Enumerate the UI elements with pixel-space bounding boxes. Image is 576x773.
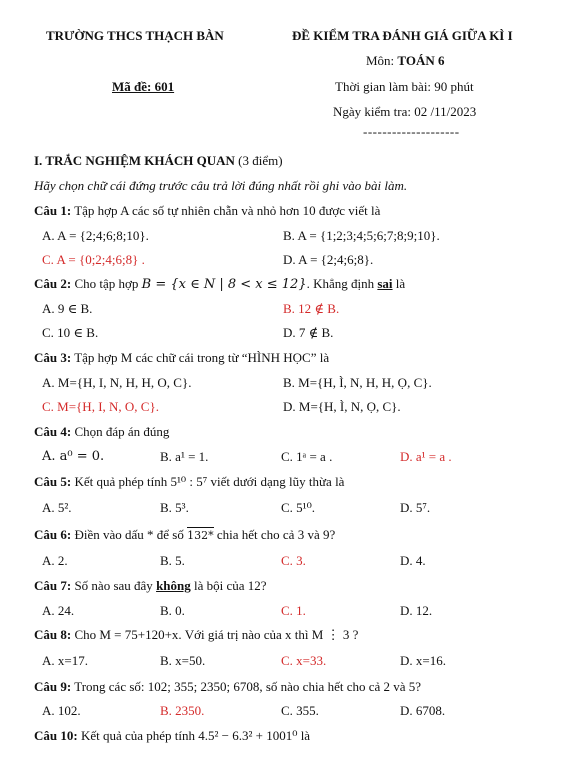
q6-option-c[interactable]: C. 3. (281, 553, 306, 568)
q6-option-b[interactable]: B. 5. (160, 553, 185, 568)
q7-option-a[interactable]: A. 24. (42, 603, 75, 618)
header-divider: -------------------- (363, 124, 460, 139)
question-text: là bội của 12? (190, 578, 267, 593)
question-text: Tập hợp M các chữ cái trong từ “HÌNH HỌC” là (71, 350, 330, 365)
q7-option-b[interactable]: B. 0. (160, 603, 185, 618)
question-label: Câu 1: (34, 203, 72, 218)
question-text: Cho tập hợp (71, 276, 142, 291)
section-title (34, 153, 283, 169)
q2-option-d[interactable]: D. 7 ∉ B. (283, 325, 334, 340)
question-3 (34, 350, 329, 366)
question-6 (34, 527, 335, 543)
subject-name: TOÁN 6 (397, 53, 445, 68)
question-7 (34, 578, 267, 594)
exam-code: Mã đề: 601 (112, 79, 175, 94)
q4-option-d[interactable]: D. a¹ = a . (400, 449, 452, 464)
question-4 (34, 424, 169, 440)
q7-option-d[interactable]: D. 12. (400, 603, 433, 618)
question-text: Chọn đáp án đúng (71, 424, 170, 439)
q2-option-a[interactable]: A. 9 ∈ B. (42, 301, 93, 316)
set-expression: B = {x ∈ N | 8 < x ≤ 12} (141, 277, 307, 292)
question-text: Kết quả phép tính 5¹⁰ : 5⁷ viết dưới dạng lũy thừa là (71, 474, 345, 489)
q7-option-c[interactable]: C. 1. (281, 603, 306, 618)
q4-option-a[interactable]: A. a⁰ = 0. (42, 449, 105, 464)
question-label: Câu 7: (34, 578, 72, 593)
question-text: Cho M = 75+120+x. Với giá trị nào của x thì M ⋮ 3 ? (71, 627, 359, 642)
q2-option-c[interactable]: C. 10 ∈ B. (42, 325, 99, 340)
emphasis-word: sai (377, 276, 393, 291)
question-label: Câu 5: (34, 474, 72, 489)
question-2 (34, 276, 405, 292)
q4-option-b[interactable]: B. a¹ = 1. (160, 449, 209, 464)
question-label: Câu 10: (34, 728, 78, 743)
q5-option-a[interactable]: A. 5². (42, 500, 72, 515)
q6-option-d[interactable]: D. 4. (400, 553, 426, 568)
question-5 (34, 474, 344, 490)
q9-option-b[interactable]: B. 2350. (160, 703, 205, 718)
q9-option-d[interactable]: D. 6708. (400, 703, 446, 718)
section-points: (3 điểm) (234, 153, 283, 168)
q2-option-b[interactable]: B. 12 ∉ B. (283, 301, 340, 316)
q3-option-c[interactable]: C. M={H, I, N, O, C}. (42, 399, 159, 414)
question-text: Số nào sau đây (71, 578, 157, 593)
duration: Thời gian làm bài: 90 phút (335, 79, 474, 94)
question-label: Câu 3: (34, 350, 72, 365)
question-text: Tập hợp A các số tự nhiên chẵn và nhỏ hơn 10 được viết là (71, 203, 381, 218)
question-label: Câu 2: (34, 276, 72, 291)
q6-option-a[interactable]: A. 2. (42, 553, 68, 568)
q8-option-b[interactable]: B. x=50. (160, 653, 206, 668)
q1-option-b[interactable]: B. A = {1;2;3;4;5;6;7;8;9;10}. (283, 228, 440, 243)
question-text: Điền vào dấu * để số (71, 527, 188, 542)
q3-option-a[interactable]: A. M={H, I, N, H, H, O, C}. (42, 375, 192, 390)
question-8 (34, 627, 358, 643)
emphasis-word: không (156, 578, 191, 593)
subject-line (366, 53, 445, 69)
q3-option-d[interactable]: D. M={H, Ì, N, Ọ, C}. (283, 399, 401, 414)
section-instruction: Hãy chọn chữ cái đứng trước câu trả lời đúng nhất rồi ghi vào bài làm. (34, 178, 408, 193)
q1-option-a[interactable]: A. A = {2;4;6;8;10}. (42, 228, 149, 243)
q5-option-b[interactable]: B. 5³. (160, 500, 189, 515)
subject-label: Môn: (366, 53, 398, 68)
q5-option-c[interactable]: C. 5¹⁰. (281, 500, 316, 515)
q3-option-b[interactable]: B. M={H, Ì, N, H, H, Ọ, C}. (283, 375, 432, 390)
q8-option-d[interactable]: D. x=16. (400, 653, 446, 668)
question-9 (34, 679, 421, 695)
school-name: TRƯỜNG THCS THẠCH BÀN (46, 28, 224, 43)
question-text: là (392, 276, 406, 291)
question-label: Câu 9: (34, 679, 72, 694)
question-1 (34, 203, 380, 219)
question-label: Câu 4: (34, 424, 72, 439)
overlined-number: 132* (187, 529, 214, 542)
q4-option-c[interactable]: C. 1ᵃ = a . (281, 449, 333, 464)
question-text: Trong các số: 102; 355; 2350; 6708, số nào chia hết cho cả 2 và 5? (71, 679, 422, 694)
question-text: . Khẳng định (306, 276, 378, 291)
q8-option-c[interactable]: C. x=33. (281, 653, 327, 668)
question-text: Kết quả của phép tính 4.5² − 6.3² + 1001⁰ là (77, 728, 311, 743)
question-label: Câu 6: (34, 527, 72, 542)
q1-option-d[interactable]: D. A = {2;4;6;8}. (283, 252, 374, 267)
exam-title: ĐỀ KIỂM TRA ĐÁNH GIÁ GIỮA KÌ I (292, 28, 513, 43)
q8-option-a[interactable]: A. x=17. (42, 653, 88, 668)
q9-option-c[interactable]: C. 355. (281, 703, 319, 718)
exam-date: Ngày kiểm tra: 02 /11/2023 (333, 104, 477, 119)
section-title-text: I. TRẮC NGHIỆM KHÁCH QUAN (34, 153, 235, 168)
q5-option-d[interactable]: D. 5⁷. (400, 500, 431, 515)
question-label: Câu 8: (34, 627, 72, 642)
q1-option-c[interactable]: C. A = {0;2;4;6;8} . (42, 252, 145, 267)
question-text: chia hết cho cả 3 và 9? (213, 527, 336, 542)
q9-option-a[interactable]: A. 102. (42, 703, 81, 718)
question-10 (34, 728, 310, 744)
